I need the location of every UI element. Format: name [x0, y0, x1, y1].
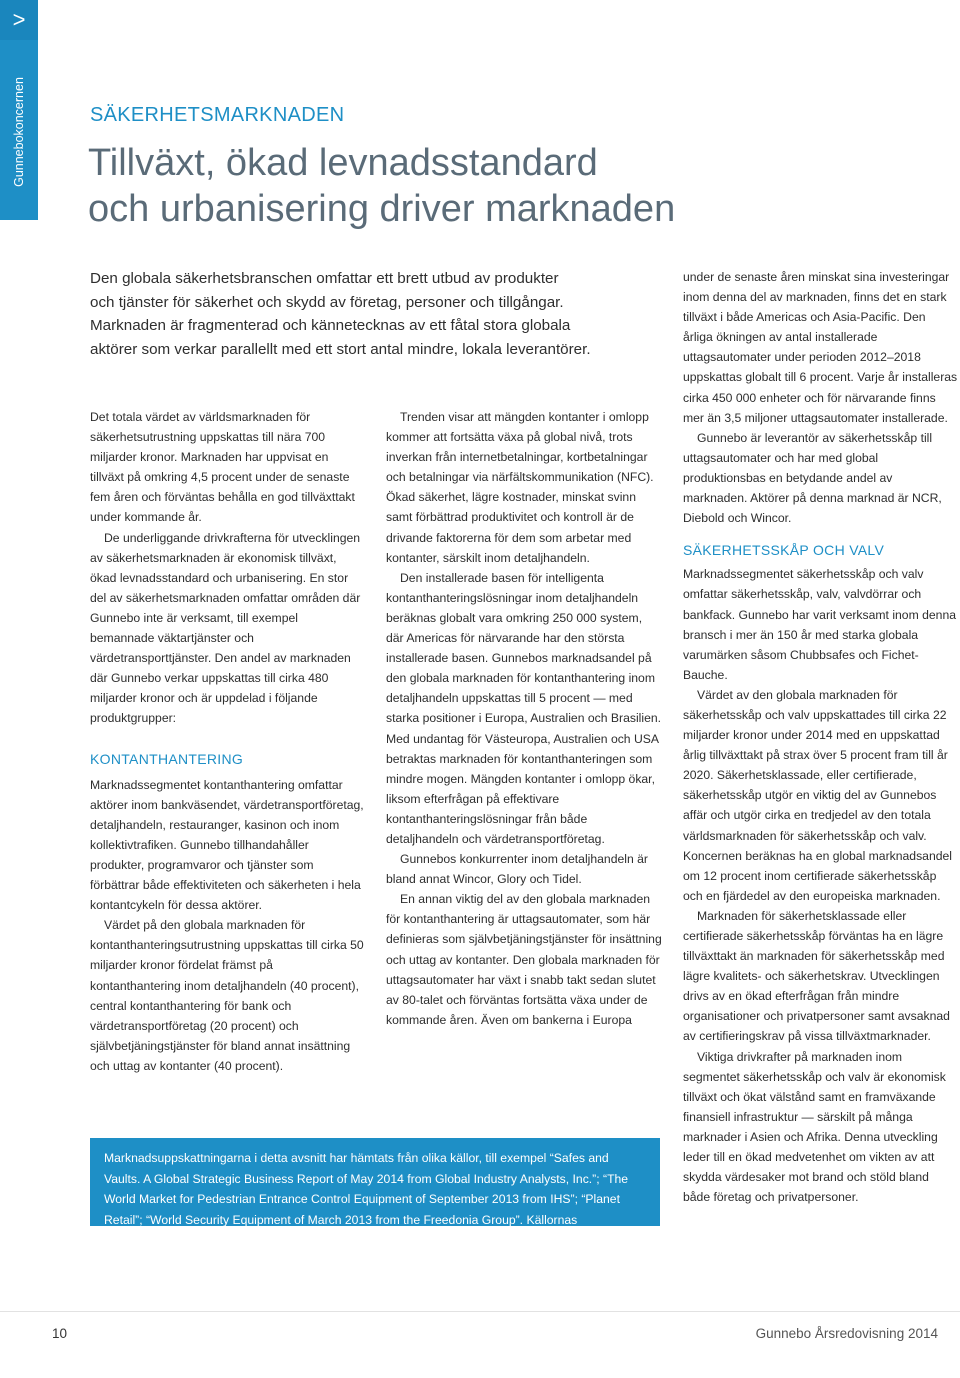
paragraph: Gunnebo är leverantör av säkerhetsskåp till uttagsautomater och har med global produktionsbas en betydande andel av marknaden. Aktörer på denna marknad är NCR, Diebold och Wincor. — [683, 430, 942, 526]
ingress-line: aktörer som verkar parallellt med ett stort antal mindre, lokala leverantörer. — [90, 340, 591, 358]
section-tag: SÄKERHETSMARKNADEN — [90, 104, 345, 126]
paragraph: Viktiga drivkrafter på marknaden inom segmentet säkerhetsskåp och valv är ekonomisk tillväxt och ökat välstånd samt en framväxande finansiell infrastruktur — särskilt på många marknader i Asien och Afrika. Denna utveckling leder till en ökad medvetenhet om vikten av att skydda värdesaker mot brand och stöld bland både företag och privatpersoner. — [683, 1049, 946, 1205]
paragraph: Gunnebos konkurrenter inom detaljhandeln är bland annat Wincor, Glory och Tidel. — [386, 852, 648, 887]
column-3 — [683, 267, 958, 1207]
paragraph: Det totala värdet av världsmarknaden för säkerhetsutrustning uppskattas till nära 700 miljarder kronor. Marknaden har uppvisat en tillväxt på omkring 4,5 procent under de senaste fem åren och förväntas behålla en god tillväxttakt under kommande år. — [90, 410, 355, 525]
title-line-1: Tillväxt, ökad levnadsstandard — [88, 142, 598, 184]
page-title — [88, 140, 788, 232]
source-note-box: Marknadsuppskattningarna i detta avsnitt har hämtats från olika källor, till exempel “Safes and Vaults. A Global Strategic Business Report of May 2014 from Global Industry Analysts, Inc.”; “The World Market for Pedestrian Entrance Control Equipment of September 2013 from IHS”; “Planet Retail”; “World Security Equipment of March 2013 from the Freedonia Group”. Källornas uppskattade marknadsstorlek är omräknade med en genomsnittskurs för USD för 2014. — [90, 1138, 660, 1226]
paragraph: Marknadssegmentet kontanthantering omfattar aktörer inom bankväsendet, värdetransportföretag, detaljhandeln, restauranger, kasinon och inom kollektivtrafiken. Gunnebo tillhandahåller produkter, programvaror och tjänster som förbättrar både effektiviteten och säkerheten i hela kontantcykeln för dessa aktörer. — [90, 777, 364, 913]
subheading-sakerhetsskap: SÄKERHETSSKÅP OCH VALV — [683, 542, 885, 559]
ingress-line: Den globala säkerhetsbranschen omfattar ett brett utbud av produkter — [90, 270, 559, 287]
page-number: 10 — [52, 1326, 68, 1341]
paragraph: Marknaden för säkerhetsklassade eller certifierade säkerhetsskåp förväntas ha en lägre tillväxttakt än marknaden för säkerhetsskåp med lägre kvalitets- och säkerhetskrav. Utvecklingen drivs av en ökad efterfrågan från mindre organisationer och privatpersoner samt avsaknad av certifieringskrav på vissa tillväxtmarknader. — [683, 908, 950, 1044]
column-2 — [386, 407, 662, 1030]
publication-title: Gunnebo Årsredovisning 2014 — [755, 1326, 938, 1341]
column-1 — [90, 407, 365, 1076]
paragraph: Marknadssegmentet säkerhetsskåp och valv omfattar säkerhetsskåp, valv, valvdörrar och bankfack. Gunnebo har varit verksamt inom denna bransch i mer än 150 år med starka globala varumärken såsom Chubbsafes och Fichet-Bauche. — [683, 567, 957, 682]
subheading-kontanthantering: KONTANTHANTERING — [90, 750, 244, 767]
paragraph: Den installerade basen för intelligenta kontanthanteringslösningar inom detaljhandeln beräknas globalt vara omkring 250 000 system, där Americas för närvarande har den största installerade basen. Gunnebos marknadsandel på den globala marknaden för kontanthantering inom detaljhandeln uppskattas till 5 procent — med starka positioner i Europa, Australien och Brasilien. Med undantag för Västeuropa, Australien och USA betraktas marknaden för kontanthanteringen som mindre mogen. Mängden kontanter i omlopp ökar, liksom efterfrågan på effektivare kontanthanteringslösningar från både detaljhandeln och värdetransportföretag. — [386, 570, 662, 846]
ingress — [90, 267, 660, 361]
paragraph: Värdet på den globala marknaden för kontanthanteringsutrustning uppskattas till cirka 50 miljarder kronor fördelat främst på kontanthantering inom detaljhandeln (40 procent), central kontanthantering för bank och värdetransportföretag (20 procent) och självbetjäningstjänster för bland annat insättning och uttag av kontanter (40 procent). — [90, 918, 364, 1073]
chevron-right-icon[interactable]: > — [0, 0, 38, 40]
ingress-line: och tjänster för säkerhet och skydd av företag, personer och tillgångar. — [90, 293, 564, 311]
paragraph: Värdet av den globala marknaden för säkerhetsskåp och valv uppskattades till cirka 22 miljarder kronor under 2014 med en uppskattad årlig tillväxttakt på strax över 5 procent fram till år 2020. Säkerhetsklassade, eller certifierade, säkerhetsskåp utgör en viktig del av Gunnebos affär och utgör cirka en tredjedel av den totala världsmarknaden för säkerhetsskåp och valv. Koncernen beräknas ha en global marknadsandel om 12 procent inom certifierade säkerhetsskåp och en fjärdedel av den europeiska marknaden. — [683, 687, 952, 903]
title-line-2: och urbanisering driver marknaden — [88, 188, 676, 230]
paragraph: De underliggande drivkrafterna för utvecklingen av säkerhetsmarknaden är ekonomisk tillväxt, ökad levnadsstandard och urbanisering. En stor del av säkerhetsmarknaden omfattar områden där Gunnebo inte är verksamt, till exempel bemannade väktartjänster och värdetransporttjänster. Den andel av marknaden där Gunnebo verkar uppskattas till cirka 480 miljarder kronor och är uppdelad i följande produktgrupper: — [90, 530, 361, 726]
sidebar-label: Gunnebokoncernen — [12, 77, 26, 187]
ingress-line: Marknaden är fragmenterad och kännetecknas av ett fåtal stora globala — [90, 317, 571, 334]
paragraph: En annan viktig del av den globala marknaden för kontanthantering är uttagsautomater, som här definieras som självbetjäningstjänster för insättning och uttag av kontanter. Den globala marknaden för uttagsautomater har växt i snabb takt sedan slutet av 80-talet och förväntas fortsätta växa under de kommande åren. Även om bankerna i Europa — [386, 892, 662, 1027]
sidebar-tab — [0, 0, 38, 220]
paragraph: under de senaste åren minskat sina investeringar inom denna del av marknaden, finns det en stark tillväxt i både Americas och Asia-Pacific. Den årliga ökningen av antal installerade uttagsautomater under perioden 2012–2018 uppskattas globalt till 6 procent. Varje år installeras cirka 450 000 enheter och för närvarande finns mer än 3,5 miljoner uttagsautomater installerade. — [683, 270, 958, 425]
footer-divider — [0, 1311, 960, 1312]
paragraph: Trenden visar att mängden kontanter i omlopp kommer att fortsätta växa på global nivå, trots inverkan från internetbetalningar, kortbetalningar och betalningar via närfältskommunikation (NFC). Ökad säkerhet, lägre kostnader, minskat svinn samt förbättrad produktivitet och kontroll är de drivande faktorerna för dem som arbetar med kontanter, särskilt inom detaljhandeln. — [386, 410, 654, 565]
